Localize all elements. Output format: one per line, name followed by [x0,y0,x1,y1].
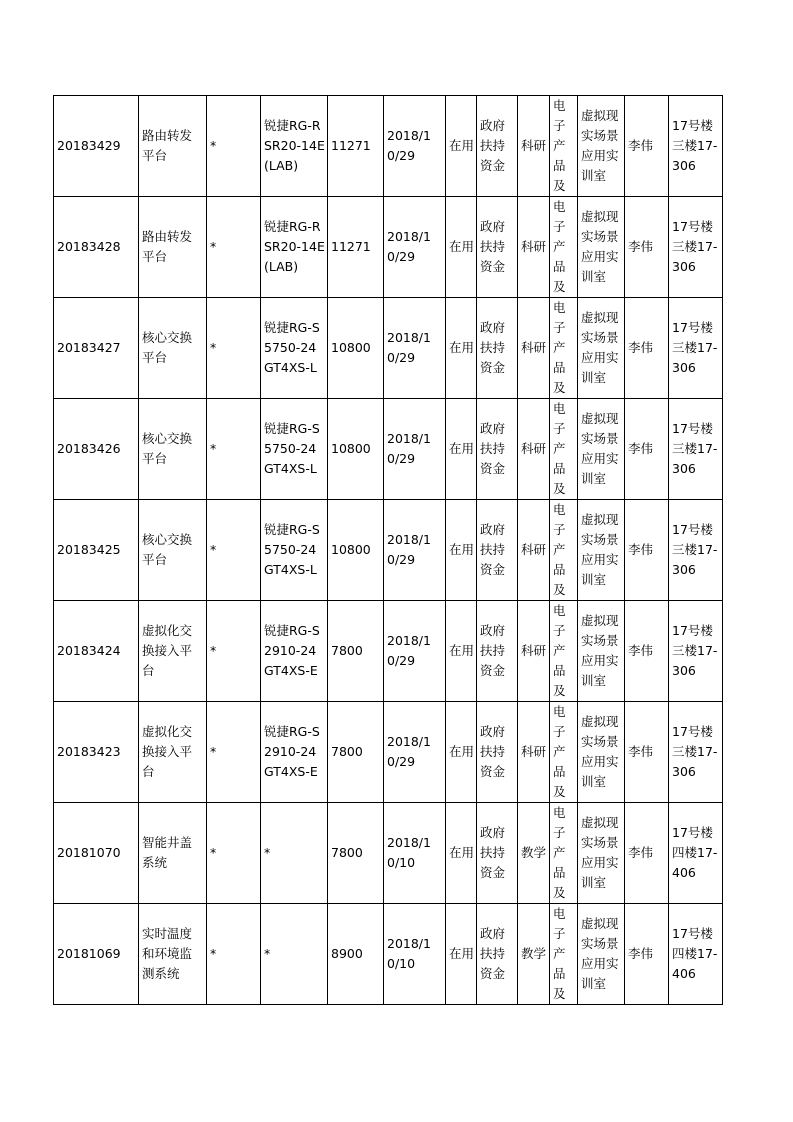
date-cell: 2018/10/29 [384,399,446,500]
brand-cell: * [207,399,261,500]
table-row [54,399,723,500]
location-cell: 17号楼三楼17-306 [669,601,723,702]
asset-name-cell: 智能井盖系统 [139,803,207,904]
status-cell: 在用 [446,197,477,298]
table-row [54,500,723,601]
category-cell: 电子产品及 [550,601,578,702]
asset-id-cell: 20181069 [54,904,139,1005]
price-cell: 10800 [328,500,384,601]
brand-cell: * [207,702,261,803]
category-cell: 电子产品及 [550,904,578,1005]
date-cell: 2018/10/10 [384,904,446,1005]
status-cell: 在用 [446,500,477,601]
person-cell: 李伟 [625,803,669,904]
fund-source-cell: 政府扶持资金 [477,197,518,298]
asset-id-cell: 20183427 [54,298,139,399]
table-row [54,904,723,1005]
category-cell: 电子产品及 [550,399,578,500]
date-cell: 2018/10/29 [384,298,446,399]
table-row [54,197,723,298]
price-cell: 10800 [328,399,384,500]
table-row [54,702,723,803]
person-cell: 李伟 [625,601,669,702]
asset-name-cell: 核心交换平台 [139,500,207,601]
table-row [54,601,723,702]
model-cell: 锐捷RG-S5750-24GT4XS-L [261,500,328,601]
asset-name-cell: 核心交换平台 [139,298,207,399]
person-cell: 李伟 [625,702,669,803]
asset-name-cell: 路由转发平台 [139,197,207,298]
model-cell: 锐捷RG-S5750-24GT4XS-L [261,298,328,399]
status-cell: 在用 [446,298,477,399]
person-cell: 李伟 [625,197,669,298]
room-cell: 虚拟现实场景应用实训室 [578,399,625,500]
asset-id-cell: 20183428 [54,197,139,298]
asset-name-cell: 虚拟化交换接入平台 [139,601,207,702]
asset-id-cell: 20183423 [54,702,139,803]
room-cell: 虚拟现实场景应用实训室 [578,298,625,399]
fund-source-cell: 政府扶持资金 [477,601,518,702]
room-cell: 虚拟现实场景应用实训室 [578,803,625,904]
fund-source-cell: 政府扶持资金 [477,96,518,197]
brand-cell: * [207,96,261,197]
person-cell: 李伟 [625,298,669,399]
fund-source-cell: 政府扶持资金 [477,702,518,803]
price-cell: 10800 [328,298,384,399]
fund-source-cell: 政府扶持资金 [477,803,518,904]
brand-cell: * [207,197,261,298]
brand-cell: * [207,500,261,601]
brand-cell: * [207,298,261,399]
table-row [54,96,723,197]
asset-table [53,95,723,1005]
location-cell: 17号楼三楼17-306 [669,399,723,500]
fund-source-cell: 政府扶持资金 [477,500,518,601]
price-cell: 7800 [328,702,384,803]
asset-id-cell: 20183426 [54,399,139,500]
asset-id-cell: 20183429 [54,96,139,197]
category-cell: 电子产品及 [550,702,578,803]
location-cell: 17号楼三楼17-306 [669,197,723,298]
price-cell: 11271 [328,96,384,197]
room-cell: 虚拟现实场景应用实训室 [578,197,625,298]
fund-source-cell: 政府扶持资金 [477,904,518,1005]
fund-source-cell: 政府扶持资金 [477,298,518,399]
location-cell: 17号楼四楼17-406 [669,803,723,904]
status-cell: 在用 [446,904,477,1005]
status-cell: 在用 [446,601,477,702]
usage-cell: 科研 [518,96,550,197]
room-cell: 虚拟现实场景应用实训室 [578,702,625,803]
asset-name-cell: 核心交换平台 [139,399,207,500]
status-cell: 在用 [446,96,477,197]
price-cell: 8900 [328,904,384,1005]
person-cell: 李伟 [625,96,669,197]
location-cell: 17号楼三楼17-306 [669,702,723,803]
brand-cell: * [207,601,261,702]
asset-name-cell: 虚拟化交换接入平台 [139,702,207,803]
location-cell: 17号楼三楼17-306 [669,500,723,601]
usage-cell: 科研 [518,702,550,803]
date-cell: 2018/10/29 [384,500,446,601]
brand-cell: * [207,803,261,904]
room-cell: 虚拟现实场景应用实训室 [578,96,625,197]
model-cell: 锐捷RG-RSR20-14E(LAB) [261,96,328,197]
room-cell: 虚拟现实场景应用实训室 [578,904,625,1005]
table-row [54,803,723,904]
asset-name-cell: 路由转发平台 [139,96,207,197]
category-cell: 电子产品及 [550,298,578,399]
date-cell: 2018/10/29 [384,197,446,298]
date-cell: 2018/10/29 [384,96,446,197]
asset-id-cell: 20183425 [54,500,139,601]
usage-cell: 教学 [518,803,550,904]
date-cell: 2018/10/29 [384,601,446,702]
usage-cell: 科研 [518,601,550,702]
model-cell: 锐捷RG-RSR20-14E(LAB) [261,197,328,298]
fund-source-cell: 政府扶持资金 [477,399,518,500]
category-cell: 电子产品及 [550,197,578,298]
location-cell: 17号楼三楼17-306 [669,298,723,399]
usage-cell: 教学 [518,904,550,1005]
room-cell: 虚拟现实场景应用实训室 [578,500,625,601]
category-cell: 电子产品及 [550,500,578,601]
table-row [54,298,723,399]
model-cell: 锐捷RG-S5750-24GT4XS-L [261,399,328,500]
usage-cell: 科研 [518,500,550,601]
model-cell: 锐捷RG-S2910-24GT4XS-E [261,702,328,803]
price-cell: 7800 [328,601,384,702]
asset-id-cell: 20181070 [54,803,139,904]
location-cell: 17号楼四楼17-406 [669,904,723,1005]
person-cell: 李伟 [625,399,669,500]
date-cell: 2018/10/10 [384,803,446,904]
person-cell: 李伟 [625,904,669,1005]
usage-cell: 科研 [518,197,550,298]
asset-id-cell: 20183424 [54,601,139,702]
price-cell: 11271 [328,197,384,298]
location-cell: 17号楼三楼17-306 [669,96,723,197]
category-cell: 电子产品及 [550,96,578,197]
model-cell: * [261,803,328,904]
category-cell: 电子产品及 [550,803,578,904]
usage-cell: 科研 [518,399,550,500]
date-cell: 2018/10/29 [384,702,446,803]
model-cell: * [261,904,328,1005]
status-cell: 在用 [446,803,477,904]
status-cell: 在用 [446,702,477,803]
brand-cell: * [207,904,261,1005]
status-cell: 在用 [446,399,477,500]
asset-name-cell: 实时温度和环境监测系统 [139,904,207,1005]
asset-table-body [54,96,723,1005]
person-cell: 李伟 [625,500,669,601]
usage-cell: 科研 [518,298,550,399]
price-cell: 7800 [328,803,384,904]
model-cell: 锐捷RG-S2910-24GT4XS-E [261,601,328,702]
room-cell: 虚拟现实场景应用实训室 [578,601,625,702]
